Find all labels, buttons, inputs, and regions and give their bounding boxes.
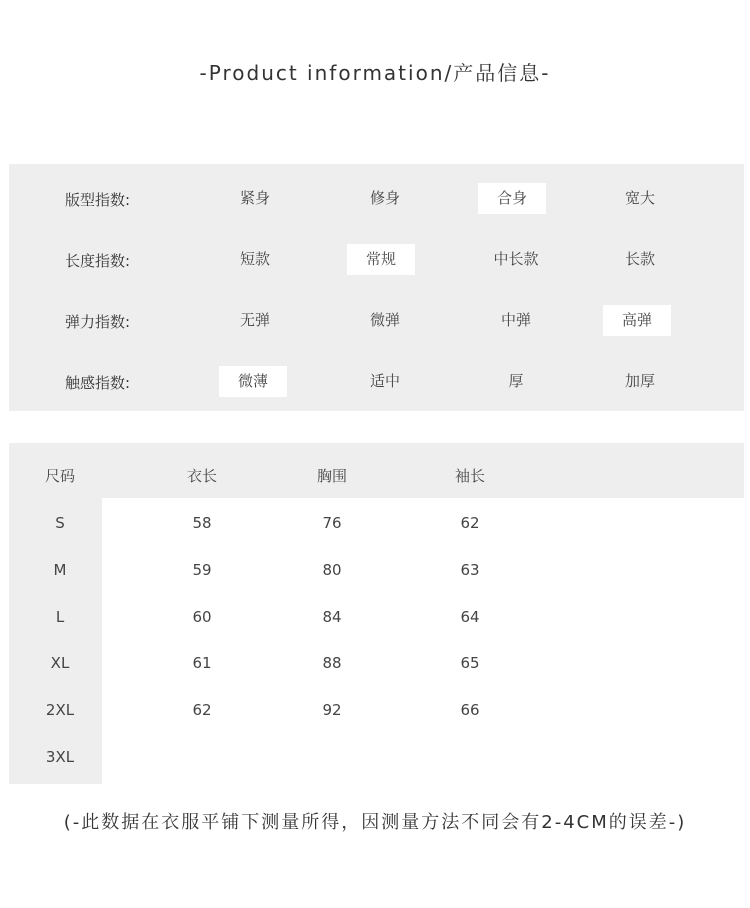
table-cell: 84 <box>322 608 342 626</box>
table-cell <box>162 742 242 772</box>
attribute-label: 版型指数: <box>65 191 131 209</box>
table-cell: 80 <box>322 561 342 579</box>
attribute-option: 中长款 <box>493 250 539 268</box>
attribute-option: 加厚 <box>624 372 655 390</box>
attribute-row-touch <box>9 366 744 400</box>
table-cell: 76 <box>322 514 342 532</box>
table-cell: 65 <box>460 654 480 672</box>
table-cell: 62 <box>460 514 480 532</box>
header-size: 尺码 <box>44 467 75 485</box>
attribute-option: 无弹 <box>239 311 270 329</box>
size-table <box>9 443 744 784</box>
attribute-row-elasticity <box>9 305 744 339</box>
size-cell: 3XL <box>45 748 75 766</box>
attribute-option: 宽大 <box>624 189 655 207</box>
attribute-option-selected: 微薄 <box>219 366 287 397</box>
attribute-option: 适中 <box>369 372 400 390</box>
attribute-option-selected: 合身 <box>478 183 546 214</box>
attribute-option: 短款 <box>239 250 270 268</box>
attribute-label: 长度指数: <box>65 252 131 270</box>
table-cell <box>430 742 510 772</box>
table-cell: 88 <box>322 654 342 672</box>
attribute-option: 长款 <box>624 250 655 268</box>
attribute-option-selected: 高弹 <box>603 305 671 336</box>
size-cell: M <box>53 561 67 579</box>
attribute-option: 紧身 <box>239 189 270 207</box>
size-table-header <box>9 443 744 498</box>
table-cell: 66 <box>460 701 480 719</box>
size-cell: L <box>55 608 65 626</box>
table-cell: 61 <box>192 654 212 672</box>
header-sleeve: 袖长 <box>454 467 485 485</box>
size-cell: S <box>55 514 65 532</box>
table-cell: 60 <box>192 608 212 626</box>
table-cell: 59 <box>192 561 212 579</box>
attribute-label: 弹力指数: <box>65 313 131 331</box>
attribute-row-fit <box>9 183 744 217</box>
attribute-label: 触感指数: <box>65 374 131 392</box>
header-length: 衣长 <box>186 467 217 485</box>
table-cell: 92 <box>322 701 342 719</box>
attribute-option: 厚 <box>508 372 524 390</box>
size-cell: 2XL <box>45 701 75 719</box>
measurement-note: (-此数据在衣服平铺下测量所得，因测量方法不同会有2-4CM的误差-) <box>63 812 687 833</box>
table-cell <box>292 742 372 772</box>
attribute-panel <box>9 164 744 411</box>
table-cell: 64 <box>460 608 480 626</box>
attribute-option-selected: 常规 <box>347 244 415 275</box>
page-title: -Product information/产品信息- <box>199 61 551 85</box>
header-chest: 胸围 <box>316 467 347 485</box>
size-cell: XL <box>50 654 70 672</box>
table-cell: 63 <box>460 561 480 579</box>
attribute-option: 修身 <box>369 189 400 207</box>
table-cell: 58 <box>192 514 212 532</box>
attribute-option: 中弹 <box>500 311 531 329</box>
table-cell: 62 <box>192 701 212 719</box>
attribute-row-length <box>9 244 744 278</box>
attribute-option: 微弹 <box>369 311 400 329</box>
